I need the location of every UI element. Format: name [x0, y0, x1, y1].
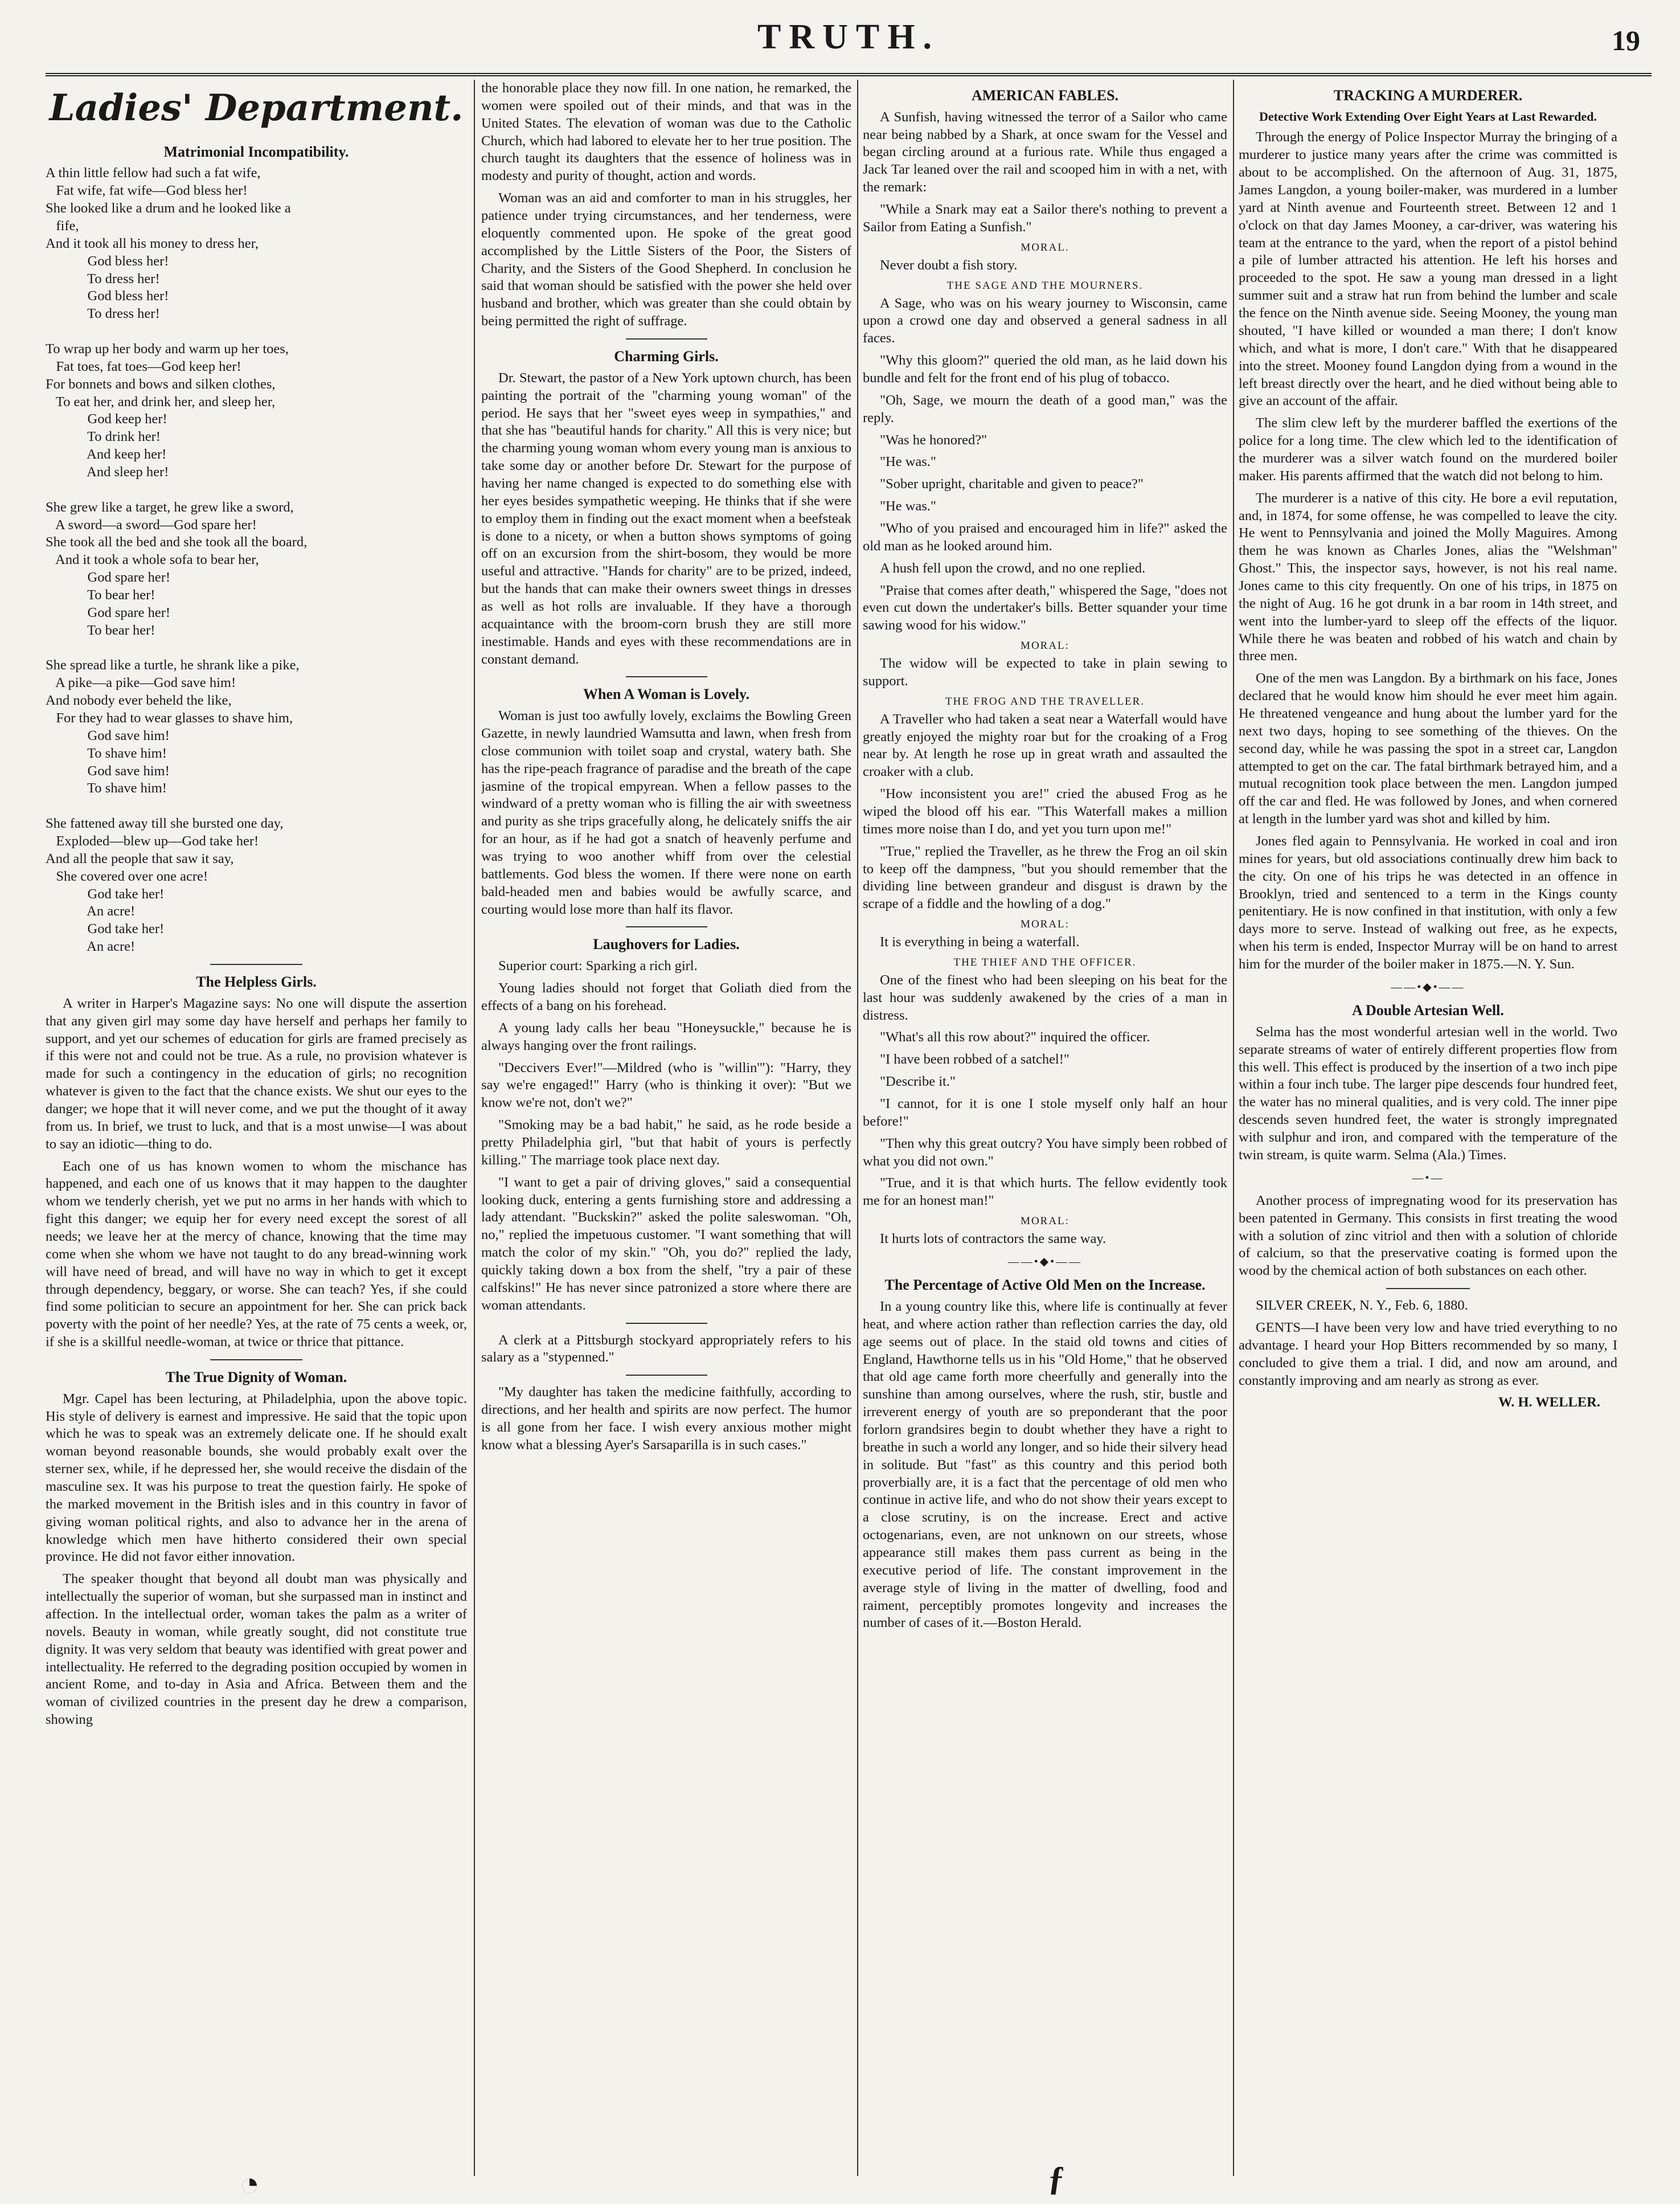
column-divider: [474, 80, 475, 2176]
article-paragraph: Woman was an aid and comforter to man in his struggles, her patience under trying circumstances, and her tenderness, were eloquently commented upon. He spoke of the great good accomplished by the Little Sisters of the Poor, the Sisters of Charity, and the Sisters of the Good Shepherd. In conclusion he said that woman should be satisfied with the power she held over husband and brother, which was greater than she could obtain by being permitted the right of suffrage.: [481, 190, 851, 329]
article-paragraph: "Who of you praised and encouraged him in life?" asked the old man as he looked around him.: [863, 520, 1227, 554]
poem-line: An acre!: [46, 903, 136, 919]
moral-text: The widow will be expected to take in plain sewing to support.: [863, 656, 1227, 689]
poem-line: God save him!: [46, 727, 170, 743]
poem-line: And all the people that saw it say,: [46, 850, 234, 866]
separator-rule: [626, 676, 707, 677]
poem-line: To wrap up her body and warm up her toes,: [46, 341, 289, 357]
moral-label: MORAL:: [1021, 918, 1070, 931]
article-paragraph: "Was he honored?": [880, 432, 987, 448]
column-3: [863, 80, 1227, 2182]
poem-line: God spare her!: [46, 570, 171, 586]
newspaper-title: TRUTH.: [757, 18, 940, 56]
article-paragraph: A Sage, who was on his weary journey to Wisconsin, came upon a crowd one day and observed a general sadness in all faces.: [863, 295, 1227, 346]
article-paragraph: "He was.": [880, 498, 936, 514]
article-paragraph: A Traveller who had taken a seat near a Waterfall would have greatly enjoyed the mighty roar but for the croaking of a Frog near by. At length he rose up in great wrath and assaulted the croaker with a club.: [863, 711, 1227, 780]
separator-rule: [626, 1323, 707, 1324]
separator-rule: [1386, 1288, 1469, 1289]
separator-rule: [210, 964, 303, 965]
poem-line: Exploded—blew up—God take her!: [46, 833, 259, 849]
poem-line: To dress her!: [46, 306, 160, 322]
column-1: [46, 80, 467, 2182]
poem-line: To eat her, and drink her, and sleep her,: [46, 394, 276, 410]
fable-heading: THE THIEF AND THE OFFICER.: [953, 956, 1137, 968]
article-heading: TRACKING A MURDERER.: [1333, 87, 1523, 104]
poem-line: A thin little fellow had such a fat wife,: [46, 165, 261, 181]
poem-line: A sword—a sword—God spare her!: [46, 517, 257, 533]
article-paragraph: The slim clew left by the murderer baffled the exertions of the police for a long time. The clew which led to the identification of the murderer was a silver watch found on the murdered boiler maker. His parents affirmed that the watch did not belong to him.: [1239, 415, 1617, 484]
article-heading: When A Woman is Lovely.: [583, 686, 750, 703]
article-heading: The Helpless Girls.: [196, 974, 317, 991]
poem-line: To shave him!: [46, 780, 167, 796]
poem-line: To bear her!: [46, 587, 155, 603]
article-paragraph: "My daughter has taken the medicine faithfully, according to directions, and her health and spirits are now perfect. The humor is all gone from her face. I wish every anxious mother might know what a blessing Ayer's Sarsaparilla is in such cases.": [481, 1384, 851, 1453]
article-paragraph: Another process of impregnating wood for its preservation has been patented in Germany. This consists in first treating the wood with a solution of zinc vitriol and then with a solution of chloride of calcium, so that the preservative coating is formed upon the wood by the chemical action of both substances on each other.: [1239, 1192, 1617, 1279]
poem-line: She spread like a turtle, he shrank like a pike,: [46, 657, 300, 673]
article-paragraph: "Why this gloom?" queried the old man, as he laid down his bundle and felt for the front end of his plug of tobacco.: [863, 353, 1227, 386]
poem-line: [46, 640, 467, 657]
poem-line: Fat toes, fat toes—God keep her!: [46, 358, 241, 374]
separator-rule: [626, 1375, 707, 1376]
article-paragraph: "Sober upright, charitable and given to peace?": [880, 476, 1144, 492]
article-heading: The Percentage of Active Old Men on the Increase.: [884, 1277, 1206, 1294]
article-paragraph: "Praise that comes after death," whispered the Sage, "does not even cut down the undertaker's bills. Better squander your time sawing wood for his widow.": [863, 582, 1227, 633]
article-paragraph: A hush fell upon the crowd, and no one replied.: [880, 560, 1146, 576]
ink-smudge-icon: ◔: [239, 2165, 260, 2203]
separator-rule: [626, 338, 707, 340]
poem-line: To bear her!: [46, 622, 155, 638]
dateline: SILVER CREEK, N. Y., Feb. 6, 1880.: [1256, 1298, 1468, 1314]
article-heading: The True Dignity of Woman.: [165, 1368, 347, 1385]
moral-label: MORAL:: [1021, 640, 1070, 652]
article-paragraph: Selma has the most wonderful artesian well in the world. Two separate streams of water of entirely different properties flow from this well. This effect is produced by the insertion of a two inch pipe within a four inch tube. The larger pipe descends four hundred feet, the water has no mineral qualities, and is very cold. The inner pipe descends seven hundred feet, the water is strongly impregnated with sulphur and iron, and compared with the temperature of the twin stream, is quite warm. Selma (Ala.) Times.: [1239, 1024, 1617, 1163]
article-paragraph: Each one of us has known women to whom the mischance has happened, and each one of us knows that it may happen to the daughter whom we tenderly cherish, yet we put no arms in her hands with which to fight this danger; we equip her for every need except the sorest of all needs; we leave her at the mercy of chance, knowing that the time may come when she whom we have not taught to do any bread-winning work will have need of bread, and will have no way in which to get it except through dependency, beggary, or worse. She can teach? Yes, if she could find some politician to secure an appointment for her. She can prick back poverty with the point of her needle? Yes, at the rate of 75 cents a week, or, if she is a skillful needle-woman, at twice or thrice that pittance.: [46, 1158, 467, 1350]
article-paragraph: "While a Snark may eat a Sailor there's nothing to prevent a Sailor from Eating a Sunfish.": [863, 202, 1227, 235]
article-paragraph: "I have been robbed of a satchel!": [880, 1052, 1070, 1068]
article-paragraph: "I want to get a pair of driving gloves," said a consequential looking duck, entering a gents furnishing store and addressing a lady attendant. "Buckskin?" asked the polite saleswoman. "Oh, no," replied the impetuous customer. "I want something that will match the color of my skin." "Oh, you do?" replied the lady, quickly taking down a box from the shelf, "try a pair of these calfskins!" He has never since patronized a store where there are woman attendants.: [481, 1174, 851, 1313]
poem-line: [46, 798, 467, 815]
poem-line: She covered over one acre!: [46, 868, 208, 884]
poem-line: God keep her!: [46, 411, 167, 427]
article-paragraph: Young ladies should not forget that Goliath died from the effects of a bang on his forehead.: [481, 980, 851, 1013]
column-divider: [1233, 80, 1234, 2176]
article-paragraph: A young lady calls her beau "Honeysuckle," because he is always hanging over the front railings.: [481, 1020, 851, 1053]
article-paragraph: "True, and it is that which hurts. The fellow evidently took me for an honest man!": [863, 1175, 1227, 1209]
article-heading: A Double Artesian Well.: [1352, 1002, 1504, 1019]
moral-label: MORAL.: [1021, 241, 1070, 253]
article-paragraph: A clerk at a Pittsburgh stockyard appropriately refers to his salary as a "stypenned.": [481, 1332, 851, 1365]
separator-rule: [626, 926, 707, 927]
poem-line: And keep her!: [46, 447, 167, 463]
article-paragraph: "Then why this great outcry? You have simply been robbed of what you did not own.": [863, 1135, 1227, 1169]
department-title: Ladies' Department.: [49, 87, 464, 129]
article-subheading: Detective Work Extending Over Eight Years at Last Rewarded.: [1259, 109, 1597, 124]
signature: W. H. WELLER.: [1498, 1395, 1600, 1410]
separator-rule: [210, 1359, 303, 1360]
poem-line: And sleep her!: [46, 464, 169, 480]
article-paragraph: "What's all this row about?" inquired the officer.: [880, 1029, 1150, 1045]
poem-line: She fattened away till she bursted one day,: [46, 816, 284, 832]
poem-line: A pike—a pike—God save him!: [46, 675, 236, 691]
poem-line: And nobody ever beheld the like,: [46, 693, 232, 709]
masthead: [46, 11, 1652, 74]
poem-line: An acre!: [46, 939, 136, 955]
article-paragraph: "Oh, Sage, we mourn the death of a good man," was the reply.: [863, 392, 1227, 426]
poem-line: fife,: [46, 218, 79, 234]
poem-line: And it took a whole sofa to bear her,: [46, 552, 259, 568]
poem-line: God take her!: [46, 921, 165, 937]
fable-heading: THE FROG AND THE TRAVELLER.: [945, 695, 1145, 708]
moral-label: MORAL:: [1021, 1215, 1070, 1228]
moral-text: It hurts lots of contractors the same way.: [880, 1231, 1107, 1247]
article-paragraph: In a young country like this, where life is continually at fever heat, and where action rather than reflection carries the day, old age seems out of place. In the staid old towns and cities of England, Hawthorne tells us in his "Old Home," that he observed that old age came forth more cheerfully and generally into the sunshine than among ourselves, where the rush, stir, bustle and irreverent energy of youth are so preponderant that the poor forlorn grandsires begin to doubt whether they have a right to breathe in such a world any longer, and so hide their silvery head in solitude. But "fast" as this country and this period both proverbially are, it is a fact that the percentage of old men who continue in active life, and who do not show their years except to a close scrutiny, is on the increase. Erect and active octogenarians, even, are not unknown on our streets, whose appearance still makes them pass current as being in the executive period of life. The constant improvement in the average style of living in the matter of dwelling, food and raiment, perceptibly promotes longevity and increases the number of cases of it.—Boston Herald.: [863, 1298, 1227, 1631]
article-heading: Laughovers for Ladies.: [593, 936, 740, 953]
article-paragraph: The murderer is a native of this city. He bore a evil reputation, and, in 1874, for some offense, he was compelled to leave the city. He went to Pennsylvania and joined the Molly Maguires. Among them he was known as Charles Jones, alias the "Welshman" Ghost." This, the inspector says, however, is not his real name. Jones came to this city frequently. On one of his trips, in 1875 on the night of Aug. 16 he got drunk in a bar room in 14th street, and went into the lumber-yard to sleep off the effects of the liquor. While there he was beaten and robbed of his watch and chain by three men.: [1239, 490, 1617, 664]
poem-line: She looked like a drum and he looked like a: [46, 201, 291, 216]
article-heading: AMERICAN FABLES.: [971, 87, 1119, 104]
poem-line: God spare her!: [46, 604, 171, 620]
ink-mark-icon: ƒ: [1048, 2160, 1065, 2197]
ornament-rule: ——•◆•——: [1007, 1256, 1083, 1268]
poem-line: God save him!: [46, 763, 170, 779]
poem-line: To drink her!: [46, 429, 161, 445]
article-paragraph: Jones fled again to Pennsylvania. He worked in coal and iron mines for years, but old associations continually drew him back to the city. On one of his trips he was detected in an offence in Brooklyn, tried and sentenced to a term in the Kings county penitentiary. He is now confined in that institution, with only a few days more to serve. Instead of walking out free, as he expects, when his term is ended, Inspector Murray will be on hand to arrest him for the murder of the boiler maker in 1875.—N. Y. Sun.: [1239, 833, 1617, 972]
article-paragraph: Woman is just too awfully lovely, exclaims the Bowling Green Gazette, in newly laundried Wamsutta and lawn, when fresh from close communion with toilet soap and crystal, watery bath. She has the ripe-peach fragrance of paradise and the breath of the cape jasmine of the tropical empyrean. When a fellow passes to the windward of a pretty woman who is filling the air with sweetness and purity as she trips gracefully along, he delicately sniffs the air for an hour, as if he had got a snatch of heavenly perfume and was trying to woo another whiff from over the celestial battlements. God bless the women. If there were none on earth bald-headed men and babies would be awfully scarce, and courting would lose more than half its flavor.: [481, 708, 851, 917]
moral-text: Never doubt a fish story.: [880, 257, 1018, 273]
moral-text: It is everything in being a waterfall.: [880, 934, 1080, 950]
masthead-rule: [46, 73, 1652, 76]
article-paragraph: "Describe it.": [880, 1074, 956, 1090]
article-paragraph: "Deccivers Ever!"—Mildred (who is "willin'"): "Harry, they say we're engaged!" Harry (who is thinking it over): "But we know we're not, don't we?": [481, 1060, 851, 1111]
article-paragraph: The speaker thought that beyond all doubt man was physically and intellectually the superior of woman, but she surpassed man in instinct and affection. In the intellectual order, woman takes the palm as a writer of novels. Beauty in woman, while greatly sought, did not constitute true dignity. It was very seldom that beauty was identified with great power and intellectuality. He referred to the degrading position occupied by women in ancient Rome, and to-day in Asia and Africa. Between them and the woman of civilized countries in the present day he drew a comparison, showing: [46, 1571, 467, 1728]
poem-line: God bless her!: [46, 253, 169, 269]
article-paragraph: "True," replied the Traveller, as he threw the Frog an oil skin to keep off the dampness, "but you should remember that the dividing line between grandeur and disgust is drawn by the scrape of a fiddle and the howling of a dog.": [863, 843, 1227, 912]
article-paragraph: One of the finest who had been sleeping on his beat for the last hour was suddenly awakened by the cries of a man in distress.: [863, 972, 1227, 1023]
article-paragraph: Superior court: Sparking a rich girl.: [498, 958, 698, 974]
article-paragraph: "Smoking may be a bad habit," he said, as he rode beside a pretty Philadelphia girl, "but that habit of yours is perfectly killing." The marriage took place next day.: [481, 1117, 851, 1168]
article-paragraph: A writer in Harper's Magazine says: No one will dispute the assertion that any given girl may some day have herself and perhaps her family to support, and yet our schemes of education for girls are framed precisely as if this were not and could not be true. As a rule, no provision whatever is made for such a contingency in the education of girls; no recognition whatever is given to the fact that the chance exists. We shut our eyes to the danger; we hope that it will never come, and we put the thought of it away from us. In brief, we trust to luck, and that is a most unwise—I was about to say an idiotic—thing to do.: [46, 995, 467, 1152]
poem-line: Fat wife, fat wife—God bless her!: [46, 183, 248, 199]
article-paragraph: "How inconsistent you are!" cried the abused Frog as he wiped the blood off his ear. "This Waterfall makes a million times more noise than I do, and yet you turn upon me!": [863, 786, 1227, 837]
fable-heading: THE SAGE AND THE MOURNERS.: [946, 279, 1144, 292]
poem-line: And it took all his money to dress her,: [46, 235, 259, 251]
poem-line: For they had to wear glasses to shave him,: [46, 710, 293, 726]
page-number: 19: [1612, 24, 1640, 56]
article-paragraph: "He was.": [880, 454, 936, 470]
article-paragraph: Mgr. Capel has been lecturing, at Philadelphia, upon the above topic. His style of delivery is earnest and impressive. He said that the topic upon which he was to speak was an extremely delicate one. If he should exalt woman beyond reasonable bounds, she would probably exalt over the sterner sex, while, if he depressed her, she would receive the disdain of the masculine sex. It was his purpose to treat the question fairly. He spoke of the marked movement in the British isles and in this country in favor of giving woman political rights, and also to advance her in the arena of knowledge which men have hitherto considered their own special province. He did not favor either innovation.: [46, 1391, 467, 1565]
article-paragraph: the honorable place they now fill. In one nation, he remarked, the women were spoiled out of their minds, and that was in the United States. The elevation of woman was due to the Catholic Church, which had labored to elevate her to her true position. The church taught its daughters that the essence of holiness was in modesty and purity of thought, action and words.: [481, 80, 851, 184]
article-paragraph: One of the men was Langdon. By a birthmark on his face, Jones declared that he would know him should he ever meet him again. He threatened vengeance and hung about the lumber yard for the next two days, hoping to see something of the thieves. On the second day, while he was passing the spot in a street car, Langdon attempted to get on the car. The fatal birthmark betrayed him, and a mutual recognition took place between the men. Langdon jumped off the car and fled. He was followed by Jones, and when cornered at length in the lumber yard was shot and killed by him.: [1239, 670, 1617, 827]
poem: [46, 165, 467, 956]
article-paragraph: A Sunfish, having witnessed the terror of a Sailor who came near being nabbed by a Shark, at once swam for the Vessel and began circling around at a furious rate. While thus engaged a Jack Tar leaned over the rail and scooped him in with a net, with the remark:: [863, 109, 1227, 195]
ornament-rule: —•—: [1412, 1171, 1444, 1184]
poem-line: God bless her!: [46, 288, 169, 304]
article-heading: Matrimonial Incompatibility.: [163, 143, 349, 160]
article-paragraph: Through the energy of Police Inspector Murray the bringing of a murderer to justice many years after the crime was committed is about to be accomplished. On the afternoon of Aug. 31, 1875, James Langdon, a young boiler-maker, was murdered in a lumber yard at Ninth avenue and Fourteenth street. Between 12 and 1 o'clock on that day James Mooney, a car-driver, was watering his team at the entrance to the yard, when the report of a pistol behind a pile of lumber attracted his attention. He left his horses and proceeded to the spot. He saw a young man dressed in a light summer suit and a straw hat run from behind the lumber and scale the fence on the Ninth avenue side. Seeing Mooney, the young man shouted, "I have killed or wounded a man there; I don't know which, and what is more, I don't care." With that he disappeared into the street. Mooney found Langdon dying from a wound in the left breast directly over the heart, and he died without being able to give an account of the affair.: [1239, 129, 1617, 409]
poem-line: To shave him!: [46, 745, 167, 761]
poem-line: For bonnets and bows and silken clothes,: [46, 376, 276, 392]
poem-line: She grew like a target, he grew like a sword,: [46, 499, 294, 515]
poem-line: God take her!: [46, 886, 165, 902]
poem-line: To dress her!: [46, 271, 160, 287]
article-heading: Charming Girls.: [614, 348, 719, 365]
poem-line: [46, 481, 467, 499]
article-paragraph: Dr. Stewart, the pastor of a New York uptown church, has been painting the portrait of the "charming young woman" of the period. He says that her "sweet eyes weep in sympathies," and that she has "beautiful hands for charity." All this is very nice; but the charming young woman whom every young man is anxious to take some day or another before Dr. Stewart for the purpose of having her name changed is expected to do something else with her eyes besides sympathetic weeping. He thinks that if she were to employ them in finding out the exact moment when a beefsteak is done to a nicety, or when a button shows symptoms of going off on an excursion from the shirt-bosom, they would be more useful and attractive. "Hands for charity" are to be prized, indeed, but the hands that can make their owners sweet things in dresses as well as hot rolls are invaluable. If they have a thorough acquaintance with the broom-corn brush they are still more inestimable. Hands and eyes with these recommendations are in constant demand.: [481, 370, 851, 667]
column-divider: [857, 80, 858, 2176]
article-paragraph: "I cannot, for it is one I stole myself only half an hour before!": [863, 1096, 1227, 1129]
poem-line: She took all the bed and she took all the board,: [46, 534, 308, 550]
ornament-rule: ——•◆•——: [1391, 980, 1465, 993]
article-paragraph: GENTS—I have been very low and have tried everything to no advantage. I heard your Hop Bitters recommended by so many, I concluded to give them a trial. I did, and now am around, and constantly improving and am nearly as strong as ever.: [1239, 1320, 1617, 1388]
column-2: [481, 80, 851, 2182]
poem-line: [46, 323, 467, 341]
column-4: [1239, 80, 1617, 2182]
